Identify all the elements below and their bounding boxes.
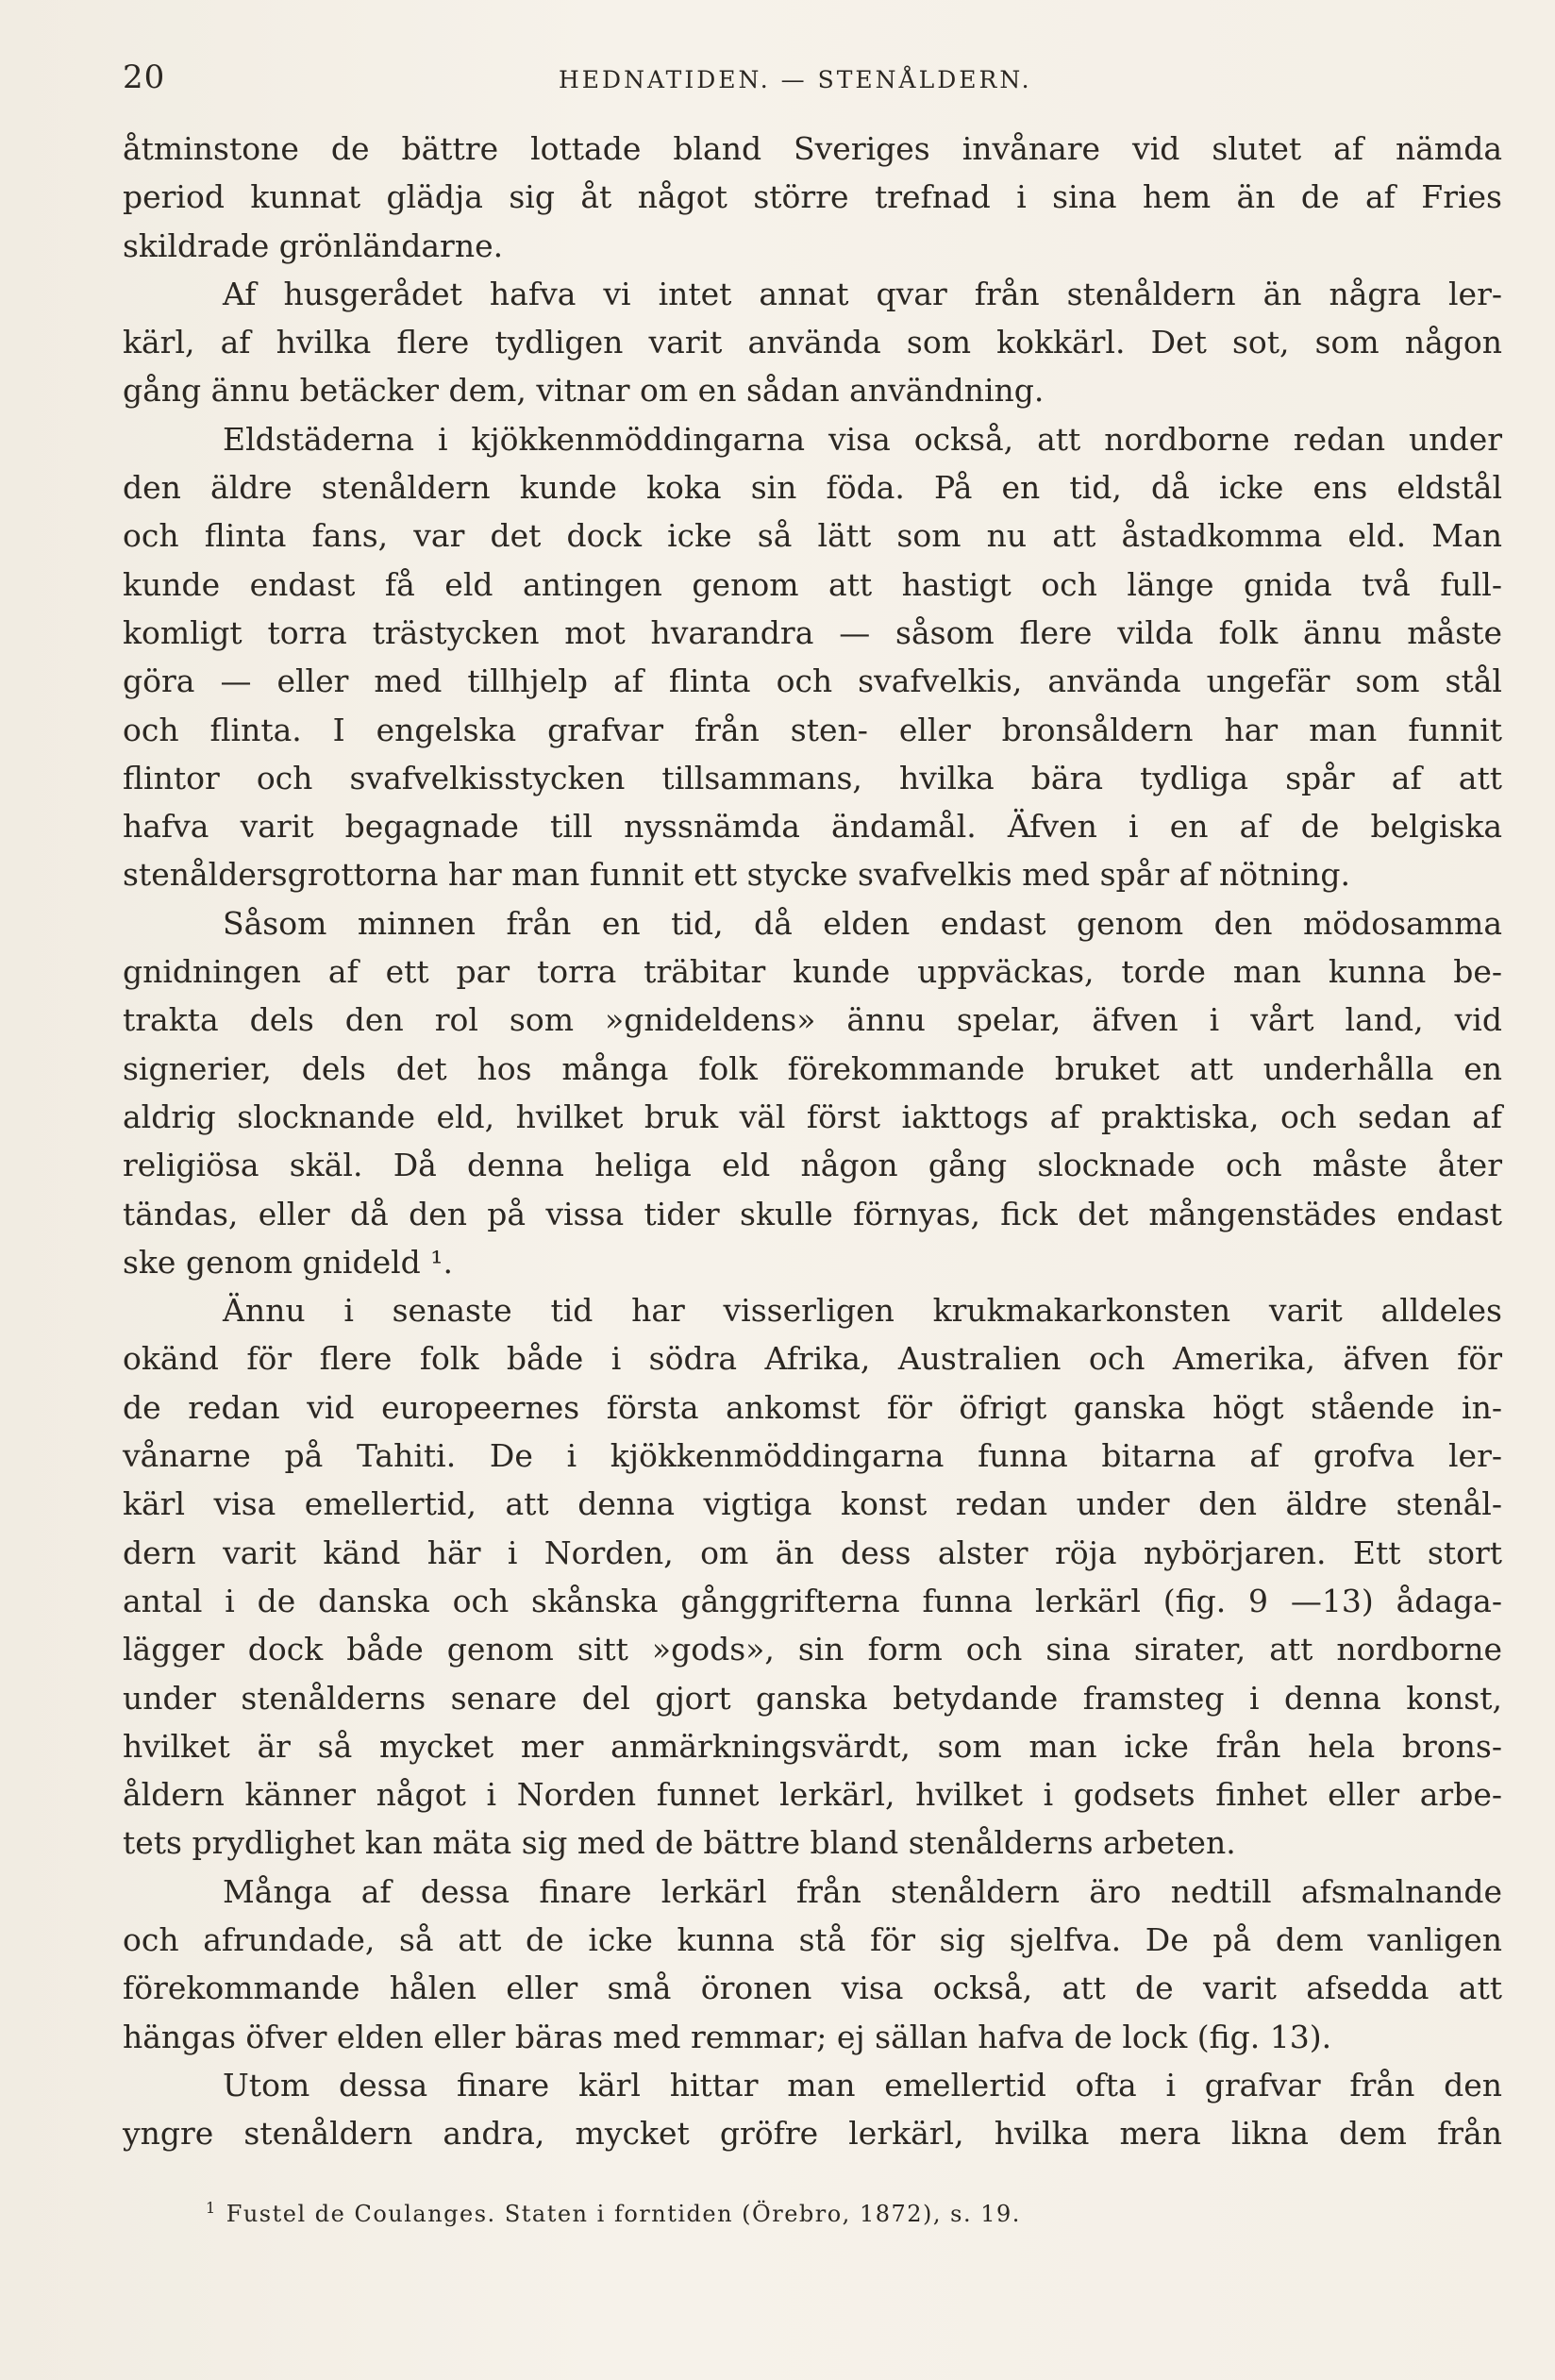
text-line: skildrade grönländarne. — [123, 226, 504, 264]
paragraph — [123, 415, 1502, 899]
text-line: signerier, dels det hos många folk förekommande bruket att underhålla en — [123, 1049, 1502, 1087]
running-head: HEDNATIDEN. — STENÅLDERN. — [559, 66, 1032, 93]
text-line: kärl, af hvilka flere tydligen varit använda som kokkärl. Det sot, som någon — [123, 324, 1502, 361]
page-header — [123, 59, 1500, 108]
text-line: vånarne på Tahiti. De i kjökkenmöddingarna funna bitarna af grofva ler- — [123, 1437, 1502, 1475]
text-line: hafva varit begagnade till nyssnämda ändamål. Äfven i en af de belgiska — [123, 808, 1502, 846]
text-line: Utom dessa finare kärl hittar man emellertid ofta i grafvar från den — [223, 2066, 1502, 2103]
text-line: trakta dels den rol som »gnideldens» ännu spelar, äfven i vårt land, vid — [123, 1001, 1502, 1039]
paragraph — [123, 1868, 1502, 2061]
text-line: den äldre stenåldern kunde koka sin föda. På en tid, då icke ens eldstål — [123, 469, 1502, 507]
text-line: under stenålderns senare del gjort ganska betydande framsteg i denna konst, — [123, 1679, 1502, 1717]
text-line: och afrundade, så att de icke kunna stå för sig sjelfva. De på dem vanligen — [123, 1920, 1502, 1958]
paragraph — [123, 2061, 1502, 2158]
text-line: och flinta. I engelska grafvar från sten- eller bronsåldern har man funnit — [123, 711, 1502, 748]
text-line: Eldstäderna i kjökkenmöddingarna visa också, att nordborne redan under — [223, 420, 1502, 458]
text-line: okänd för flere folk både i södra Afrika, Australien och Amerika, äfven för — [123, 1340, 1502, 1378]
text-line: och flinta fans, var det dock icke så lätt som nu att åstadkomma eld. Man — [123, 517, 1502, 555]
text-line: komligt torra trästycken mot hvarandra — såsom flere vilda folk ännu måste — [123, 613, 1502, 651]
text-line: förekommande hålen eller små öronen visa också, att de varit afsedda att — [123, 1969, 1502, 2007]
text-line: Ännu i senaste tid har visserligen krukmakarkonsten varit alldeles — [223, 1292, 1502, 1330]
text-line: yngre stenåldern andra, mycket gröfre lerkärl, hvilka mera likna dem från — [123, 2115, 1502, 2153]
body-text — [123, 125, 1502, 2157]
text-line: religiösa skäl. Då denna heliga eld någon gång slocknade och måste åter — [123, 1147, 1502, 1184]
text-line: dern varit känd här i Norden, om än dess alster röja nybörjaren. Ett stort — [123, 1534, 1502, 1571]
paragraph — [123, 270, 1502, 415]
text-line: gång ännu betäcker dem, vitnar om en sådan användning. — [123, 372, 1045, 410]
text-line: tändas, eller då den på vissa tider skulle förnyas, fick det mångenstädes endast — [123, 1195, 1502, 1232]
text-line: gnidningen af ett par torra träbitar kunde uppväckas, torde man kunna be- — [123, 953, 1502, 991]
paragraph — [123, 1286, 1502, 1868]
text-line: antal i de danska och skånska gånggrifterna funna lerkärl (fig. 9 —13) ådaga- — [123, 1582, 1502, 1619]
paragraph — [123, 125, 1502, 270]
text-line: de redan vid europeernes första ankomst för öfrigt ganska högt stående in- — [123, 1388, 1502, 1426]
footnote — [206, 2199, 1291, 2227]
text-line: åtminstone de bättre lottade bland Sveriges invånare vid slutet af nämda — [123, 130, 1502, 167]
page-number: 20 — [123, 59, 166, 96]
text-line: Såsom minnen från en tid, då elden endast genom den mödosamma — [223, 904, 1502, 942]
text-line: åldern känner något i Norden funnet lerkärl, hvilket i godsets finhet eller arbe- — [123, 1776, 1502, 1814]
text-line: tets prydlighet kan mäta sig med de bättre bland stenålderns arbeten. — [123, 1824, 1236, 1862]
text-line: flintor och svafvelkisstycken tillsammans, hvilka bära tydliga spår af att — [123, 759, 1502, 796]
text-line: kärl visa emellertid, att denna vigtiga konst redan under den äldre stenål- — [123, 1485, 1502, 1523]
text-line: ske genom gnideld ¹. — [123, 1243, 453, 1281]
footnote-text: Fustel de Coulanges. Staten i forntiden (Örebro, 1872), s. 19. — [226, 2201, 1021, 2227]
text-line: aldrig slocknande eld, hvilket bruk väl först iakttogs af praktiska, och sedan af — [123, 1098, 1502, 1135]
text-line: hängas öfver elden eller bäras med remmar; ej sällan hafva de lock (fig. 13). — [123, 2018, 1332, 2055]
text-line: period kunnat glädja sig åt något större trefnad i sina hem än de af Fries — [123, 178, 1502, 216]
paragraph — [123, 899, 1502, 1286]
text-line: hvilket är så mycket mer anmärkningsvärdt, som man icke från hela brons- — [123, 1727, 1502, 1765]
text-line: lägger dock både genom sitt »gods», sin form och sina sirater, att nordborne — [123, 1631, 1502, 1668]
footnote-mark: 1 — [206, 2199, 217, 2217]
text-line: stenåldersgrottorna har man funnit ett stycke svafvelkis med spår af nötning. — [123, 856, 1351, 894]
text-line: göra — eller med tillhjelp af flinta och svafvelkis, använda ungefär som stål — [123, 662, 1502, 700]
text-line: Af husgerådet hafva vi intet annat qvar från stenåldern än några ler- — [223, 275, 1502, 312]
text-line: kunde endast få eld antingen genom att hastigt och länge gnida två full- — [123, 565, 1502, 603]
text-line: Många af dessa finare lerkärl från stenåldern äro nedtill afsmalnande — [223, 1872, 1502, 1910]
